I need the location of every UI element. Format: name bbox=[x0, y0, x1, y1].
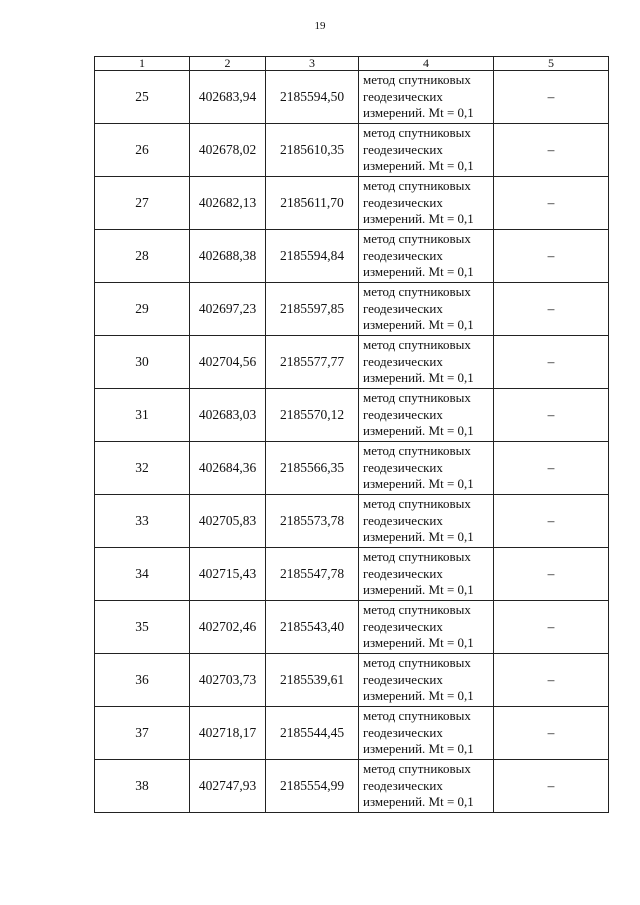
method-cell bbox=[359, 495, 494, 548]
method-line: геодезических bbox=[363, 618, 443, 634]
point-number-cell: 33 bbox=[95, 495, 190, 548]
note-cell: – bbox=[494, 760, 609, 813]
method-line: измерений. Mt = 0,1 bbox=[363, 370, 474, 386]
method-line: измерений. Mt = 0,1 bbox=[363, 476, 474, 492]
y-coordinate-cell: 2185566,35 bbox=[266, 442, 359, 495]
table-row bbox=[95, 124, 609, 177]
method-line: метод спутниковых bbox=[363, 443, 471, 459]
point-number-cell: 26 bbox=[95, 124, 190, 177]
point-number-cell: 29 bbox=[95, 283, 190, 336]
point-number-cell: 37 bbox=[95, 707, 190, 760]
table-row bbox=[95, 601, 609, 654]
table-header-row bbox=[95, 57, 609, 71]
point-number-cell: 28 bbox=[95, 230, 190, 283]
x-coordinate-cell: 402684,36 bbox=[190, 442, 266, 495]
method-cell bbox=[359, 71, 494, 124]
method-line: метод спутниковых bbox=[363, 496, 471, 512]
method-line: геодезических bbox=[363, 141, 443, 157]
note-cell: – bbox=[494, 124, 609, 177]
y-coordinate-cell: 2185610,35 bbox=[266, 124, 359, 177]
note-cell: – bbox=[494, 336, 609, 389]
method-line: метод спутниковых bbox=[363, 178, 471, 194]
x-coordinate-cell: 402683,03 bbox=[190, 389, 266, 442]
note-cell: – bbox=[494, 389, 609, 442]
table-row bbox=[95, 654, 609, 707]
header-col-5: 5 bbox=[494, 57, 609, 71]
method-line: измерений. Mt = 0,1 bbox=[363, 158, 474, 174]
method-line: измерений. Mt = 0,1 bbox=[363, 264, 474, 280]
header-col-4: 4 bbox=[359, 57, 494, 71]
method-line: метод спутниковых bbox=[363, 72, 471, 88]
method-cell bbox=[359, 177, 494, 230]
point-number-cell: 27 bbox=[95, 177, 190, 230]
method-line: метод спутниковых bbox=[363, 602, 471, 618]
table-row bbox=[95, 71, 609, 124]
note-cell: – bbox=[494, 548, 609, 601]
method-line: геодезических bbox=[363, 671, 443, 687]
coordinates-table-container bbox=[94, 56, 609, 813]
method-line: геодезических bbox=[363, 459, 443, 475]
point-number-cell: 32 bbox=[95, 442, 190, 495]
method-cell bbox=[359, 442, 494, 495]
method-line: метод спутниковых bbox=[363, 337, 471, 353]
method-line: метод спутниковых bbox=[363, 390, 471, 406]
table-row bbox=[95, 495, 609, 548]
method-line: метод спутниковых bbox=[363, 125, 471, 141]
y-coordinate-cell: 2185597,85 bbox=[266, 283, 359, 336]
coordinates-table bbox=[94, 56, 609, 813]
table-row bbox=[95, 548, 609, 601]
method-cell bbox=[359, 336, 494, 389]
page-number: 19 bbox=[314, 20, 326, 32]
method-line: измерений. Mt = 0,1 bbox=[363, 794, 474, 810]
note-cell: – bbox=[494, 707, 609, 760]
method-line: геодезических bbox=[363, 88, 443, 104]
method-line: геодезических bbox=[363, 724, 443, 740]
y-coordinate-cell: 2185573,78 bbox=[266, 495, 359, 548]
x-coordinate-cell: 402705,83 bbox=[190, 495, 266, 548]
method-line: геодезических bbox=[363, 247, 443, 263]
point-number-cell: 31 bbox=[95, 389, 190, 442]
method-line: измерений. Mt = 0,1 bbox=[363, 582, 474, 598]
method-line: метод спутниковых bbox=[363, 549, 471, 565]
note-cell: – bbox=[494, 654, 609, 707]
method-line: геодезических bbox=[363, 300, 443, 316]
method-line: измерений. Mt = 0,1 bbox=[363, 211, 474, 227]
x-coordinate-cell: 402683,94 bbox=[190, 71, 266, 124]
method-line: измерений. Mt = 0,1 bbox=[363, 741, 474, 757]
x-coordinate-cell: 402718,17 bbox=[190, 707, 266, 760]
method-line: метод спутниковых bbox=[363, 231, 471, 247]
table-row bbox=[95, 177, 609, 230]
table-row bbox=[95, 230, 609, 283]
note-cell: – bbox=[494, 283, 609, 336]
method-line: измерений. Mt = 0,1 bbox=[363, 105, 474, 121]
y-coordinate-cell: 2185577,77 bbox=[266, 336, 359, 389]
method-cell bbox=[359, 601, 494, 654]
note-cell: – bbox=[494, 442, 609, 495]
point-number-cell: 30 bbox=[95, 336, 190, 389]
table-row bbox=[95, 760, 609, 813]
method-line: метод спутниковых bbox=[363, 284, 471, 300]
note-cell: – bbox=[494, 71, 609, 124]
method-line: метод спутниковых bbox=[363, 761, 471, 777]
method-cell bbox=[359, 707, 494, 760]
x-coordinate-cell: 402702,46 bbox=[190, 601, 266, 654]
y-coordinate-cell: 2185544,45 bbox=[266, 707, 359, 760]
y-coordinate-cell: 2185539,61 bbox=[266, 654, 359, 707]
method-line: измерений. Mt = 0,1 bbox=[363, 317, 474, 333]
method-line: метод спутниковых bbox=[363, 708, 471, 724]
y-coordinate-cell: 2185554,99 bbox=[266, 760, 359, 813]
method-cell bbox=[359, 283, 494, 336]
point-number-cell: 35 bbox=[95, 601, 190, 654]
point-number-cell: 34 bbox=[95, 548, 190, 601]
x-coordinate-cell: 402678,02 bbox=[190, 124, 266, 177]
method-line: геодезических bbox=[363, 512, 443, 528]
method-line: геодезических bbox=[363, 565, 443, 581]
y-coordinate-cell: 2185543,40 bbox=[266, 601, 359, 654]
note-cell: – bbox=[494, 230, 609, 283]
y-coordinate-cell: 2185547,78 bbox=[266, 548, 359, 601]
table-row bbox=[95, 283, 609, 336]
method-cell bbox=[359, 230, 494, 283]
point-number-cell: 36 bbox=[95, 654, 190, 707]
header-col-1: 1 bbox=[95, 57, 190, 71]
note-cell: – bbox=[494, 601, 609, 654]
x-coordinate-cell: 402747,93 bbox=[190, 760, 266, 813]
y-coordinate-cell: 2185611,70 bbox=[266, 177, 359, 230]
method-line: геодезических bbox=[363, 353, 443, 369]
table-row bbox=[95, 707, 609, 760]
method-line: измерений. Mt = 0,1 bbox=[363, 688, 474, 704]
table-row bbox=[95, 336, 609, 389]
y-coordinate-cell: 2185594,84 bbox=[266, 230, 359, 283]
method-line: геодезических bbox=[363, 194, 443, 210]
method-line: измерений. Mt = 0,1 bbox=[363, 423, 474, 439]
note-cell: – bbox=[494, 495, 609, 548]
x-coordinate-cell: 402715,43 bbox=[190, 548, 266, 601]
point-number-cell: 25 bbox=[95, 71, 190, 124]
x-coordinate-cell: 402688,38 bbox=[190, 230, 266, 283]
x-coordinate-cell: 402704,56 bbox=[190, 336, 266, 389]
y-coordinate-cell: 2185594,50 bbox=[266, 71, 359, 124]
method-line: геодезических bbox=[363, 777, 443, 793]
x-coordinate-cell: 402703,73 bbox=[190, 654, 266, 707]
point-number-cell: 38 bbox=[95, 760, 190, 813]
method-cell bbox=[359, 760, 494, 813]
header-col-2: 2 bbox=[190, 57, 266, 71]
header-col-3: 3 bbox=[266, 57, 359, 71]
method-cell bbox=[359, 124, 494, 177]
method-line: метод спутниковых bbox=[363, 655, 471, 671]
x-coordinate-cell: 402697,23 bbox=[190, 283, 266, 336]
method-line: измерений. Mt = 0,1 bbox=[363, 529, 474, 545]
x-coordinate-cell: 402682,13 bbox=[190, 177, 266, 230]
method-line: измерений. Mt = 0,1 bbox=[363, 635, 474, 651]
table-row bbox=[95, 389, 609, 442]
method-cell bbox=[359, 389, 494, 442]
table-body bbox=[95, 71, 609, 813]
method-cell bbox=[359, 654, 494, 707]
method-cell bbox=[359, 548, 494, 601]
y-coordinate-cell: 2185570,12 bbox=[266, 389, 359, 442]
note-cell: – bbox=[494, 177, 609, 230]
method-line: геодезических bbox=[363, 406, 443, 422]
table-row bbox=[95, 442, 609, 495]
